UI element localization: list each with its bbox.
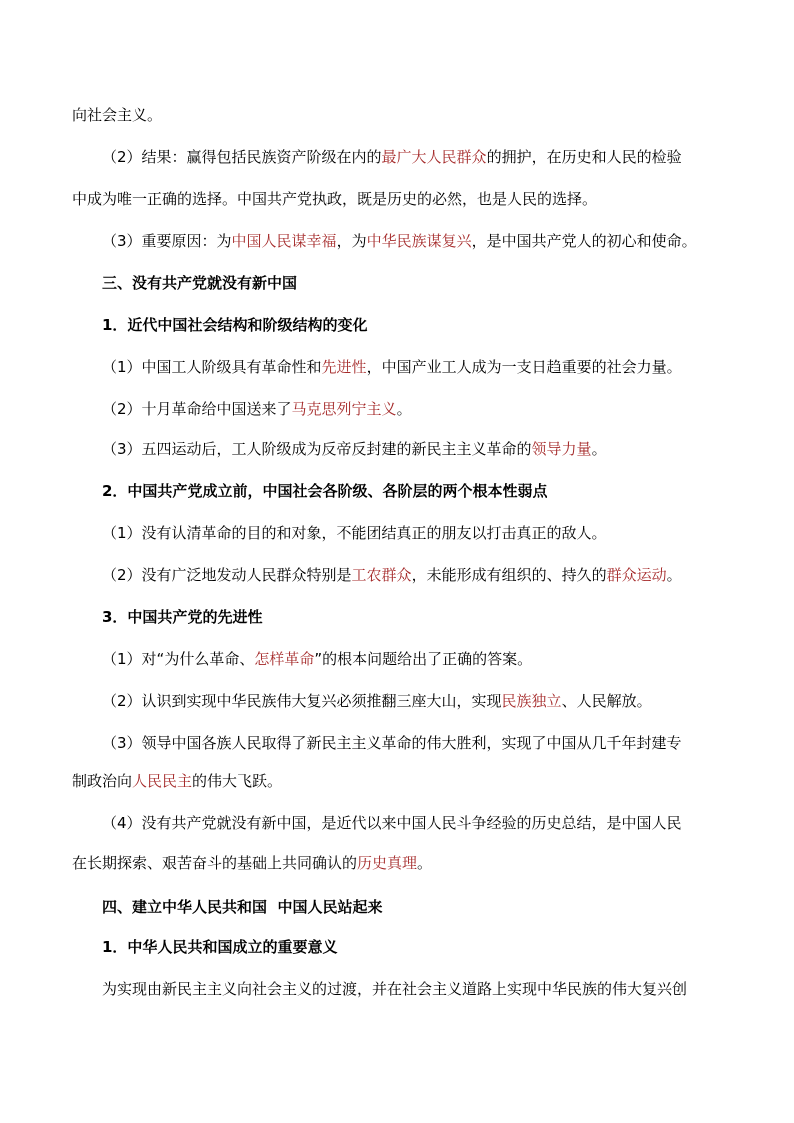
text-segment: （1）中国工人阶级具有革命性和 <box>102 358 322 376</box>
text-line <box>72 853 432 873</box>
text-line <box>102 979 687 999</box>
text-segment: ，中国产业工人成为一支日趋重要的社会力量。 <box>366 358 682 376</box>
text-segment: 。 <box>396 400 412 418</box>
text-segment: ，为 <box>336 232 367 250</box>
text-segment: 、人民解放。 <box>561 692 652 710</box>
highlighted-term: 先进性 <box>321 358 367 376</box>
text-line <box>72 189 597 209</box>
text-line <box>102 813 682 833</box>
highlighted-term: 怎样革命 <box>254 650 315 668</box>
text-line <box>102 565 682 585</box>
highlighted-term: 人民民主 <box>132 772 193 790</box>
text-segment: 制政治向 <box>72 772 133 790</box>
text-segment: 。 <box>417 854 433 872</box>
text-line <box>102 357 682 377</box>
heading-text: 2．中国共产党成立前，中国社会各阶级、各阶层的两个根本性弱点 <box>102 482 548 500</box>
text-line <box>102 399 412 419</box>
highlighted-term: 领导力量 <box>531 440 592 458</box>
text-segment: （2）结果：赢得包括民族资产阶级在内的 <box>102 148 382 166</box>
highlighted-term: 马克思列宁主义 <box>291 400 397 418</box>
heading-text: 3．中国共产党的先进性 <box>102 608 263 626</box>
highlighted-term: 中华民族谋复兴 <box>366 232 472 250</box>
text-segment: 中成为唯一正确的选择。中国共产党执政，既是历史的必然，也是人民的选择。 <box>72 190 598 208</box>
subsection-heading <box>102 937 337 957</box>
highlighted-term: 最广大人民群众 <box>381 148 487 166</box>
highlighted-term: 历史真理 <box>357 854 418 872</box>
text-segment: （1）没有认清革命的目的和对象，不能团结真正的朋友以打击真正的敌人。 <box>102 524 607 542</box>
heading-text: 1．近代中国社会结构和阶级结构的变化 <box>102 316 368 334</box>
subsection-heading <box>102 607 262 627</box>
text-line <box>102 649 532 669</box>
text-line <box>102 147 682 167</box>
highlighted-term: 民族独立 <box>501 692 562 710</box>
text-segment: 。 <box>591 440 607 458</box>
highlighted-term: 群众运动 <box>606 566 667 584</box>
text-line <box>72 105 162 125</box>
text-line <box>102 733 682 753</box>
text-segment: 在长期探索、艰苦奋斗的基础上共同确认的 <box>72 854 358 872</box>
text-segment: ，未能形成有组织的、持久的 <box>411 566 607 584</box>
subsection-heading <box>102 315 367 335</box>
text-segment: （3）五四运动后，工人阶级成为反帝反封建的新民主主义革命的 <box>102 440 532 458</box>
heading-text: 三、没有共产党就没有新中国 <box>102 274 298 292</box>
text-segment: 的伟大飞跃。 <box>192 772 283 790</box>
text-segment: ”的根本问题给出了正确的答案。 <box>314 650 533 668</box>
text-line <box>102 231 697 251</box>
text-segment: （2）认识到实现中华民族伟大复兴必须推翻三座大山，实现 <box>102 692 502 710</box>
text-segment: 。 <box>666 566 682 584</box>
text-segment: 向社会主义。 <box>72 106 163 124</box>
highlighted-term: 工农群众 <box>351 566 412 584</box>
text-line <box>102 523 607 543</box>
text-segment: （2）没有广泛地发动人民群众特别是 <box>102 566 352 584</box>
text-line <box>102 691 652 711</box>
section-heading <box>102 273 297 293</box>
text-segment: （3）重要原因：为 <box>102 232 232 250</box>
text-line <box>102 439 607 459</box>
heading-text: 四、建立中华人民共和国 中国人民站起来 <box>102 898 383 916</box>
text-segment: （3）领导中国各族人民取得了新民主主义革命的伟大胜利，实现了中国从几千年封建专 <box>102 734 682 752</box>
text-segment: （1）对“为什么革命、 <box>102 650 255 668</box>
text-segment: （4）没有共产党就没有新中国，是近代以来中国人民斗争经验的历史总结，是中国人民 <box>102 814 682 832</box>
subsection-heading <box>102 481 547 501</box>
highlighted-term: 中国人民谋幸福 <box>231 232 337 250</box>
heading-text: 1．中华人民共和国成立的重要意义 <box>102 938 338 956</box>
text-segment: ，是中国共产党人的初心和使命。 <box>471 232 697 250</box>
text-line <box>72 771 282 791</box>
text-segment: （2）十月革命给中国送来了 <box>102 400 292 418</box>
section-heading <box>102 897 382 917</box>
text-segment: 的拥护，在历史和人民的检验 <box>486 148 682 166</box>
text-segment: 为实现由新民主主义向社会主义的过渡，并在社会主义道路上实现中华民族的伟大复兴创 <box>102 980 688 998</box>
